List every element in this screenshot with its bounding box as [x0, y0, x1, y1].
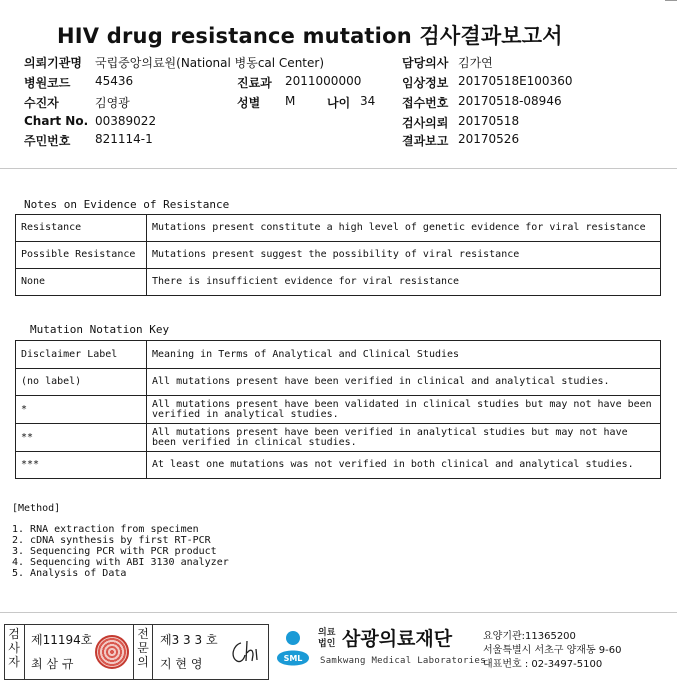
box-divider — [152, 625, 153, 679]
disclaimer-label: (no label) — [16, 369, 147, 396]
notes-evidence-heading: Notes on Evidence of Resistance — [24, 198, 230, 211]
result-report-value: 20170526 — [458, 132, 520, 146]
chart-no-label: Chart No. — [24, 114, 89, 128]
table-row — [16, 396, 661, 424]
hospital-code-value: 45436 — [95, 74, 134, 88]
test-request-label: 검사의뢰 — [402, 116, 449, 130]
resident-no-label: 주민번호 — [24, 134, 71, 148]
org-name: 삼광의료재단 — [342, 628, 453, 650]
clinical-info-value: 20170518E100360 — [458, 74, 573, 88]
footer-divider — [0, 612, 677, 613]
table-row — [16, 369, 661, 396]
disclaimer-meaning: All mutations present have been verified in analytical studies but may not have been verified in clinical studies. — [147, 424, 661, 452]
mutation-notation-table — [15, 340, 661, 479]
table-row — [16, 452, 661, 479]
receipt-no-label: 접수번호 — [402, 96, 449, 110]
care-code: 요양기관:11365200 — [483, 631, 576, 642]
org-english-name: Samkwang Medical Laboratories — [320, 656, 486, 666]
department-label: 진료과 — [237, 76, 272, 90]
evidence-label: Possible Resistance — [16, 242, 147, 269]
requesting-institution-label: 의뢰기관명 — [24, 56, 82, 70]
table-row — [16, 424, 661, 452]
mutation-notation-heading: Mutation Notation Key — [30, 323, 170, 336]
age-label: 나이 — [327, 96, 351, 110]
examiner-vertical-label: 검 사 자 — [8, 627, 20, 669]
logo-text: SML — [283, 654, 303, 663]
examiner-name: 최 삼 규 — [31, 657, 74, 671]
result-report-label: 결과보고 — [402, 134, 449, 148]
org-prefix: 의료 법인 — [318, 628, 336, 649]
evidence-label: None — [16, 269, 147, 296]
box-divider — [24, 625, 25, 679]
column-header-label: Disclaimer Label — [16, 341, 147, 369]
evidence-text: There is insufficient evidence for viral resistance — [147, 269, 661, 296]
method-step: 5. Analysis of Data — [12, 568, 127, 579]
method-step: 1. RNA extraction from specimen — [12, 524, 199, 535]
disclaimer-meaning: All mutations present have been validated in clinical studies but may not have been verified in analytical studies. — [147, 396, 661, 424]
specialist-license-no: 제3 3 3 호 — [160, 633, 218, 647]
table-row — [16, 269, 661, 296]
signature-box — [4, 624, 269, 680]
specialist-vertical-label: 전 문 의 — [137, 627, 149, 669]
evidence-text: Mutations present constitute a high level of genetic evidence for viral resistance — [147, 215, 661, 242]
resident-no-value: 821114-1 — [95, 132, 153, 146]
examiner-license-no: 제11194호 — [31, 633, 93, 647]
table-header-row — [16, 341, 661, 369]
disclaimer-label: ** — [16, 424, 147, 452]
section-divider — [0, 168, 677, 169]
specialist-signature — [227, 637, 263, 667]
org-phone: 대표번호 : 02-3497-5100 — [483, 659, 603, 670]
age-value: 34 — [360, 94, 376, 108]
sex-value: M — [285, 94, 296, 108]
patient-label: 수진자 — [24, 96, 59, 110]
method-heading: [Method] — [12, 503, 61, 514]
specialist-name: 지 현 영 — [160, 657, 203, 671]
table-row — [16, 242, 661, 269]
department-value: 2011000000 — [285, 74, 362, 88]
sex-label: 성별 — [237, 96, 261, 110]
hospital-code-label: 병원코드 — [24, 76, 71, 90]
method-steps — [12, 524, 229, 579]
report-title: HIV drug resistance mutation 검사결과보고서 — [57, 24, 563, 48]
evidence-label: Resistance — [16, 215, 147, 242]
test-request-value: 20170518 — [458, 114, 520, 128]
clinical-info-label: 임상정보 — [402, 76, 449, 90]
receipt-no-value: 20170518-08946 — [458, 94, 562, 108]
column-header-meaning: Meaning in Terms of Analytical and Clinical Studies — [147, 341, 661, 369]
table-row — [16, 215, 661, 242]
chart-no-value: 00389022 — [95, 114, 157, 128]
corner-rule — [665, 0, 677, 9]
disclaimer-meaning: At least one mutations was not verified in both clinical and analytical studies. — [147, 452, 661, 479]
sml-logo-icon — [273, 628, 313, 676]
disclaimer-label: * — [16, 396, 147, 424]
requesting-institution-value: 국립중앙의료원(National 병동cal Center) — [95, 56, 324, 70]
physician-label: 담당의사 — [402, 56, 449, 70]
patient-value: 김영광 — [95, 96, 130, 110]
evidence-text: Mutations present suggest the possibility of viral resistance — [147, 242, 661, 269]
disclaimer-meaning: All mutations present have been verified in clinical and analytical studies. — [147, 369, 661, 396]
method-step: 3. Sequencing PCR with PCR product — [12, 546, 217, 557]
method-step: 4. Sequencing with ABI 3130 analyzer — [12, 557, 229, 568]
method-step: 2. cDNA synthesis by first RT-PCR — [12, 535, 211, 546]
disclaimer-label: *** — [16, 452, 147, 479]
org-contact — [483, 630, 622, 672]
notes-evidence-table — [15, 214, 661, 296]
physician-value: 김가연 — [458, 56, 493, 70]
org-address: 서울특별시 서초구 양재동 9-60 — [483, 645, 622, 656]
examiner-seal — [95, 635, 129, 669]
